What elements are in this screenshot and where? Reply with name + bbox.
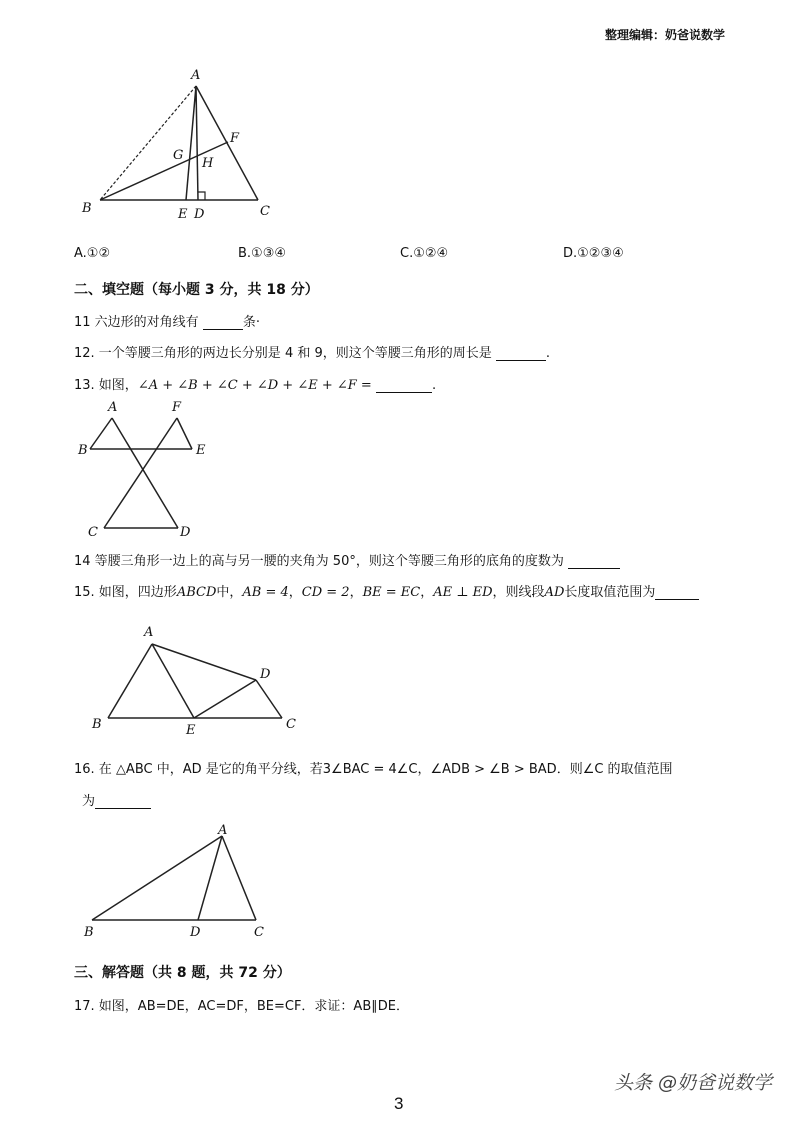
segment-ae bbox=[152, 644, 194, 718]
q11-post: 条· bbox=[242, 315, 260, 330]
segment-ad bbox=[112, 418, 178, 528]
segment-ac bbox=[222, 836, 256, 920]
label-b: B bbox=[84, 925, 94, 940]
q15-post: 长度取值范围为 bbox=[564, 585, 656, 600]
label-h: H bbox=[202, 156, 214, 171]
option-a: A.①② bbox=[74, 246, 111, 261]
question-13 bbox=[74, 374, 436, 393]
label-a: A bbox=[108, 400, 118, 415]
q13-text: 13. 如图， bbox=[74, 378, 138, 393]
label-e: E bbox=[178, 207, 188, 222]
q15-c3: BE = EC bbox=[362, 585, 421, 600]
label-e: E bbox=[186, 723, 196, 738]
segment-ab bbox=[100, 86, 196, 200]
q13-blank bbox=[376, 378, 432, 393]
q11-blank bbox=[203, 315, 243, 330]
q12-post: . bbox=[545, 346, 551, 361]
label-a: A bbox=[218, 823, 228, 838]
segment-ed bbox=[194, 680, 256, 718]
right-angle-mark bbox=[198, 192, 205, 200]
label-c: C bbox=[286, 717, 296, 732]
label-c: C bbox=[260, 204, 270, 219]
q15-text: 15. 如图，四边形 bbox=[74, 585, 177, 600]
label-f: F bbox=[172, 400, 182, 415]
q15-tail: ，则线段 bbox=[492, 585, 545, 600]
segment-ab bbox=[108, 644, 152, 718]
question-16-line1: 16. 在 △ABC 中，AD 是它的角平分线，若3∠BAC = 4∠C，∠ADB > ∠B > BAD．则∠C 的取值范围 bbox=[74, 762, 673, 777]
q13-expr: ∠A + ∠B + ∠C + ∠D + ∠E + ∠F = bbox=[137, 378, 372, 393]
question-16-line2 bbox=[82, 790, 151, 809]
label-d: D bbox=[260, 667, 271, 682]
page-number: 3 bbox=[394, 1094, 404, 1113]
label-a: A bbox=[191, 68, 201, 83]
q14-blank bbox=[568, 554, 620, 569]
q15-c1: AB = 4 bbox=[242, 585, 289, 600]
label-e: E bbox=[196, 443, 206, 458]
figure-triangle-angle-bisector bbox=[80, 818, 280, 942]
segment-ae bbox=[186, 86, 196, 200]
label-f: F bbox=[230, 131, 240, 146]
q15-mid: 中， bbox=[216, 585, 243, 600]
question-14 bbox=[74, 550, 620, 569]
label-c: C bbox=[254, 925, 264, 940]
label-a: A bbox=[144, 625, 154, 640]
segment-bf bbox=[100, 142, 228, 200]
q12-text: 12. 一个等腰三角形的两边长分别是 4 和 9，则这个等腰三角形的周长是 bbox=[74, 346, 492, 361]
q14-text: 14 等腰三角形一边上的高与另一腰的夹角为 50°，则这个等腰三角形的底角的度数为 bbox=[74, 554, 564, 569]
label-b: B bbox=[78, 443, 88, 458]
option-c: C.①②④ bbox=[400, 246, 449, 261]
label-b: B bbox=[92, 717, 102, 732]
label-d: D bbox=[194, 207, 205, 222]
page-header: 整理编辑：奶爸说数学 bbox=[605, 28, 726, 42]
label-c: C bbox=[88, 525, 98, 540]
option-d: D.①②③④ bbox=[563, 246, 624, 261]
q13-post: . bbox=[431, 378, 437, 393]
q15-seg: AD bbox=[544, 585, 565, 600]
figure-quadrilateral-abcd bbox=[82, 620, 312, 742]
segment-dc bbox=[256, 680, 282, 718]
label-d: D bbox=[180, 525, 191, 540]
q16-blank bbox=[95, 794, 151, 809]
q15-c2: CD = 2 bbox=[301, 585, 350, 600]
question-12 bbox=[74, 342, 550, 361]
segment-ad bbox=[152, 644, 256, 680]
q15-blank bbox=[655, 585, 699, 600]
section-2-title: 二、填空题（每小题 3 分，共 18 分） bbox=[74, 282, 319, 298]
question-15: 15. 如图，四边形ABCD中，AB = 4，CD = 2，BE = EC，AE ⊥ ED，则线段AD长度取值范围为 bbox=[74, 581, 699, 600]
label-b: B bbox=[82, 201, 92, 216]
segment-ad bbox=[196, 86, 198, 200]
question-11 bbox=[74, 311, 260, 330]
section-3-title: 三、解答题（共 8 题，共 72 分） bbox=[74, 965, 291, 981]
q15-c4: AE ⊥ ED bbox=[433, 585, 493, 600]
segment-ab bbox=[92, 836, 222, 920]
figure-triangle-abc-altitude bbox=[70, 60, 290, 225]
segment-ab bbox=[90, 418, 112, 449]
option-b: B.①③④ bbox=[238, 246, 287, 261]
figure-six-angles bbox=[72, 396, 222, 546]
segment-fe bbox=[177, 418, 192, 449]
question-17: 17. 如图，AB=DE，AC=DF，BE=CF．求证：AB∥DE． bbox=[74, 999, 409, 1014]
segment-fc bbox=[104, 418, 177, 528]
q15-quad: ABCD bbox=[176, 585, 217, 600]
label-g: G bbox=[173, 148, 184, 163]
q16-line2-text: 为 bbox=[82, 794, 96, 809]
watermark: 头条 @奶爸说数学 bbox=[614, 1072, 773, 1094]
q12-blank bbox=[496, 346, 546, 361]
label-d: D bbox=[190, 925, 201, 940]
q11-text: 11 六边形的对角线有 bbox=[74, 315, 199, 330]
